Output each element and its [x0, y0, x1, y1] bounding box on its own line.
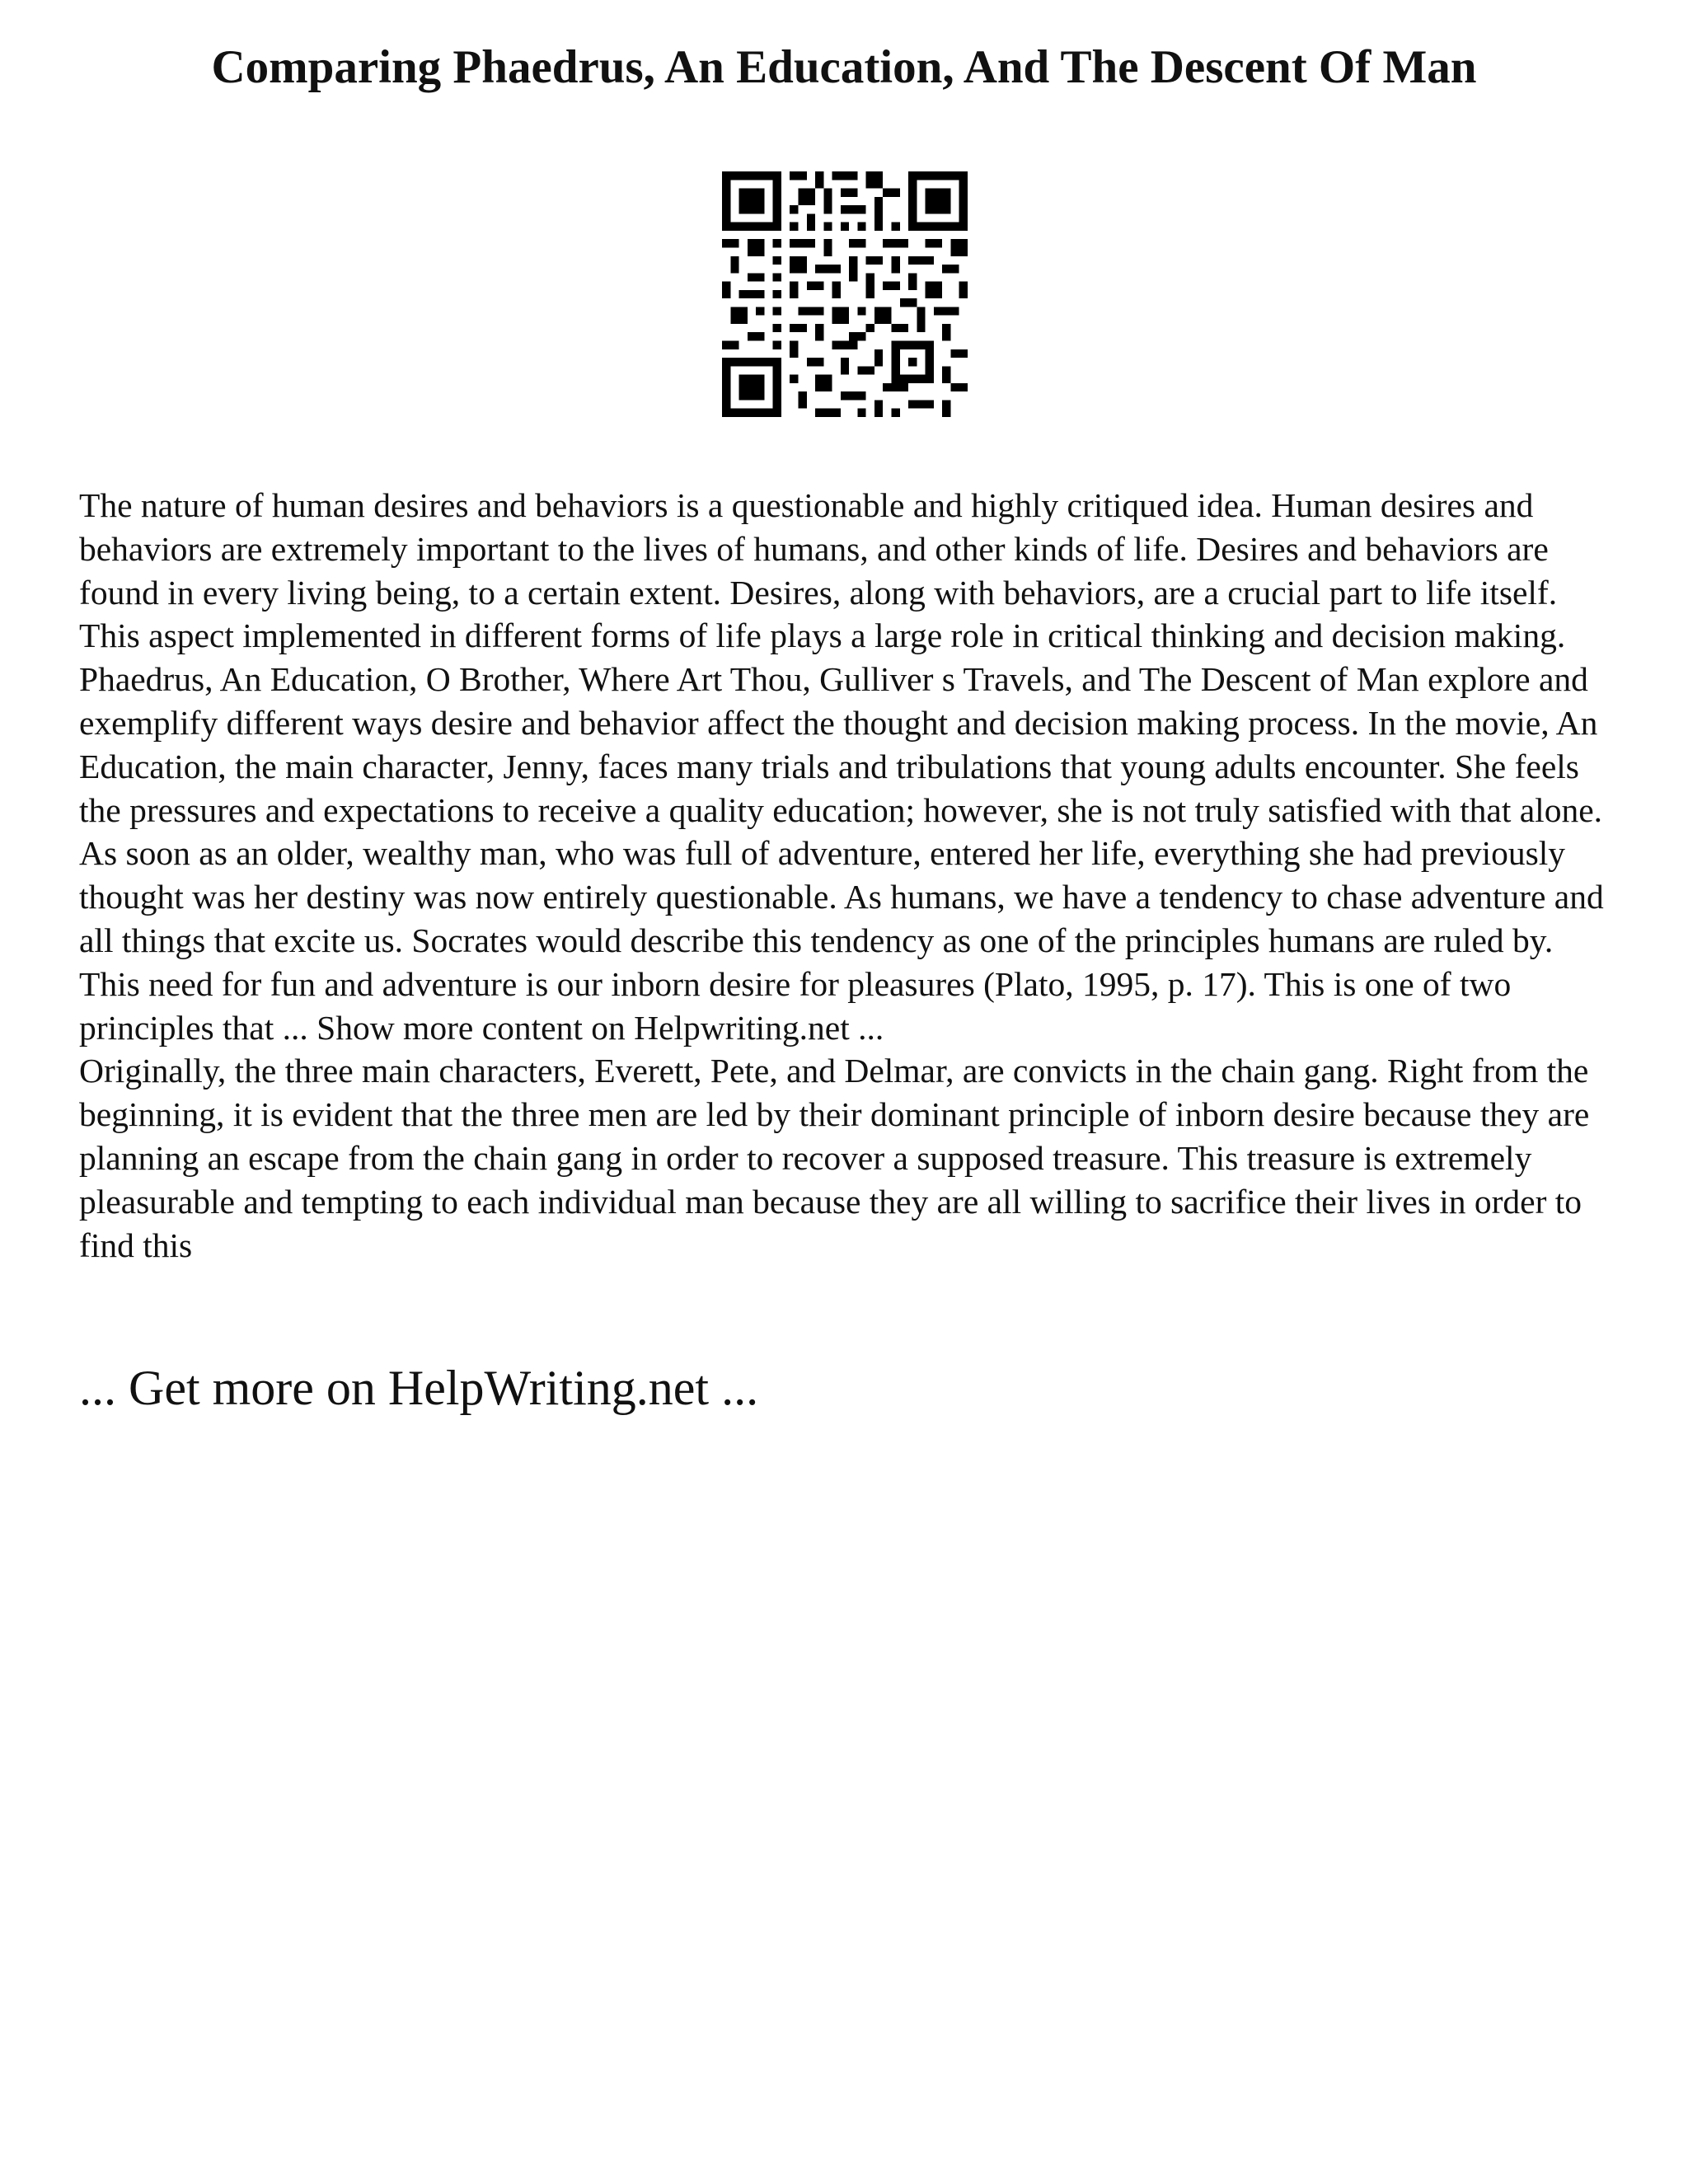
document-title: Comparing Phaedrus, An Education, And The Descent Of Man: [211, 41, 1477, 93]
qr-code-icon: [722, 171, 968, 417]
body-paragraph: Originally, the three main characters, Everett, Pete, and Delmar, are convicts in the chain gang. Right from the beginning, it is evident that the three men are led by their dominant principle of inborn desire because they are planning an escape from the chain gang in order to recover a supposed treasure. This treasure is extremely pleasurable and tempting to each individual man because they are all willing to sacrifice their lives in order to find this: [79, 1052, 1590, 1264]
document-body: [79, 484, 1620, 1267]
body-paragraph: The nature of human desires and behaviors is a questionable and highly critiqued idea. Human desires and behaviors are extremely important to the lives of humans, and other kinds of life. Desires and behaviors are found in every living being, to a certain extent. Desires, along with behaviors, are a crucial part to life itself. This aspect implemented in different forms of life plays a large role in critical thinking and decision making. Phaedrus, An Education, O Brother, Where Art Thou, Gulliver s Travels, and The Descent of Man explore and exemplify different ways desire and behavior affect the thought and decision making process. In the movie, An Education, the main character, Jenny, faces many trials and tribulations that young adults encounter. She feels the pressures and expectations to receive a quality education; however, she is not truly satisfied with that alone. As soon as an older, wealthy man, who was full of adventure, entered her life, everything she had previously thought was her destiny was now entirely questionable. As humans, we have a tendency to chase adventure and all things that excite us. Socrates would describe this tendency as one of the principles humans are ruled by. This need for fun and adventure is our inborn desire for pleasures (Plato, 1995, p. 17). This is one of two principles that ... Show more content on Helpwriting.net ...: [79, 486, 1604, 1047]
get-more-link[interactable]: ... Get more on HelpWriting.net ...: [79, 1361, 759, 1415]
